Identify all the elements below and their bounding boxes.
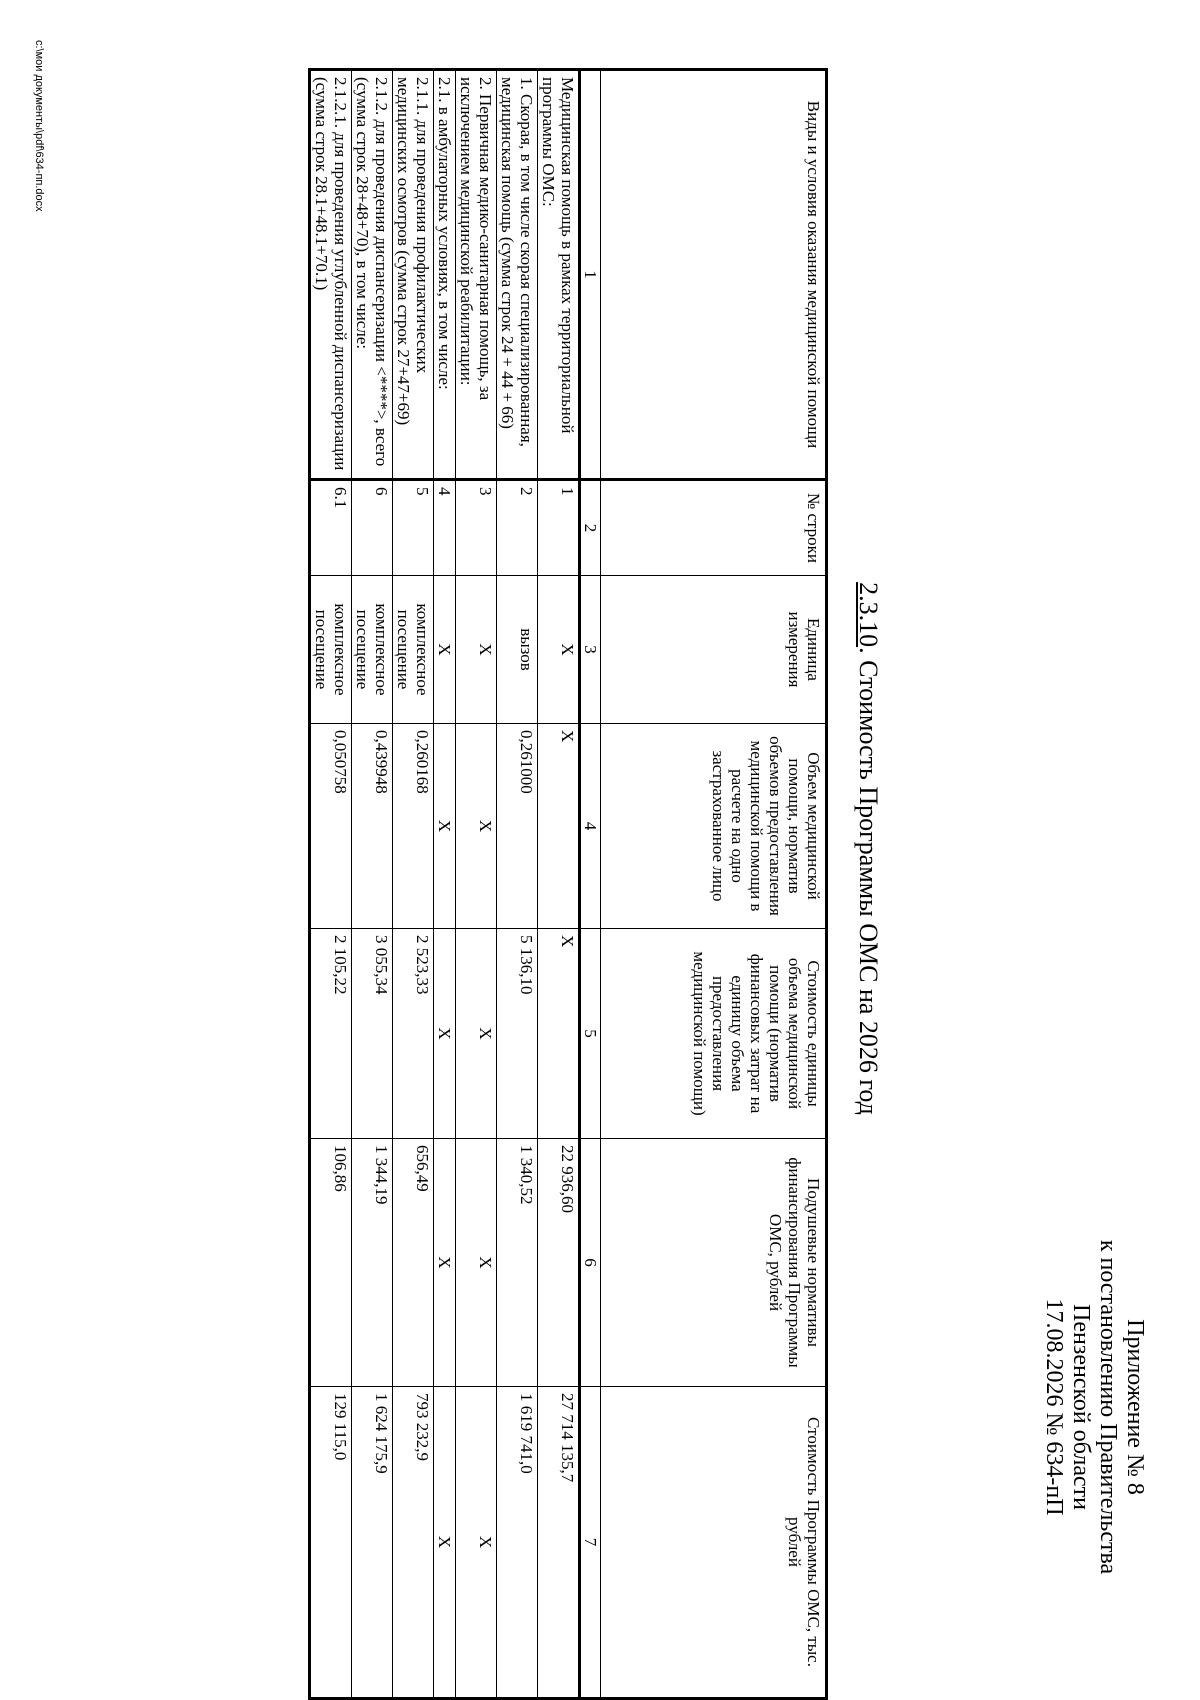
row-kind: 2.1.1. для проведения профилактических медицинских осмотров (сумма строк 27+47+69) (393, 70, 434, 480)
header-unit: Единица измерения (601, 576, 827, 724)
column-number: 2 (580, 480, 601, 576)
row-per-capita: 106,86 (310, 1139, 352, 1387)
appendix-decree: 17.08.2026 № 634-пП (1041, 1298, 1067, 1516)
row-kind: Медицинская помощь в рамках территориальной программы ОМС: (538, 70, 580, 480)
row-kind: 1. Скорая, в том числе скорая специализированная, медицинская помощь (сумма строк 24 + 44 + 66) (497, 70, 538, 480)
column-number: 3 (580, 576, 601, 724)
file-path-footer: c:\мои документы\pdf\634-пп.docx (33, 40, 45, 212)
row-kind: 2.1.2.1. для проведения углубленной диспансеризации (сумма строк 28.1+48.1+70.1) (310, 70, 352, 480)
row-unit-cost: X (434, 929, 456, 1139)
row-volume: 0,260168 (393, 724, 434, 929)
row-total-cost: X (434, 1387, 456, 1699)
table-row (497, 70, 538, 1699)
row-unit: комплексное посещение (352, 576, 393, 724)
appendix-line3: Пензенской области (1068, 1304, 1094, 1510)
row-line-number: 4 (434, 480, 456, 576)
row-per-capita: 1 340,52 (497, 1139, 538, 1387)
column-number: 5 (580, 929, 601, 1139)
row-line-number: 6 (352, 480, 393, 576)
table-row (456, 70, 497, 1699)
row-line-number: 2 (497, 480, 538, 576)
cost-table (308, 68, 828, 1700)
row-line-number: 5 (393, 480, 434, 576)
row-kind: 2.1. в амбулаторных условиях, в том числе: (434, 70, 456, 480)
row-total-cost: 27 714 135,7 (538, 1387, 580, 1699)
row-volume: X (456, 724, 497, 929)
header-per-capita: Подушевые нормативы финансирования Программы ОМС, рублей (601, 1139, 827, 1387)
row-unit: комплексное посещение (310, 576, 352, 724)
row-line-number: 3 (456, 480, 497, 576)
row-kind: 2. Первичная медико-санитарная помощь, за исключением медицинской реабилитации: (456, 70, 497, 480)
row-unit-cost: 3 055,34 (352, 929, 393, 1139)
row-per-capita: 1 344,19 (352, 1139, 393, 1387)
row-unit-cost: 2 523,33 (393, 929, 434, 1139)
page-title (853, 0, 883, 1697)
header-kinds: Виды и условия оказания медицинской помощи (601, 70, 827, 480)
row-total-cost: 1 619 741,0 (497, 1387, 538, 1699)
appendix-number: Приложение № 8 (1122, 1319, 1148, 1495)
row-volume: 0,050758 (310, 724, 352, 929)
column-number: 7 (580, 1387, 601, 1699)
row-per-capita: X (434, 1139, 456, 1387)
row-unit: X (456, 576, 497, 724)
row-kind: 2.1.2. для проведения диспансеризации <****>, всего (сумма строк 28+48+70), в том числе: (352, 70, 393, 480)
table-header-row (601, 70, 827, 1699)
header-line-number: № строки (601, 480, 827, 576)
row-total-cost: 129 115,0 (310, 1387, 352, 1699)
appendix-header (1040, 1197, 1148, 1617)
table-row (538, 70, 580, 1699)
column-number: 4 (580, 724, 601, 929)
row-per-capita: 656,49 (393, 1139, 434, 1387)
header-total-cost: Стоимость Программы ОМС, тыс. рублей (601, 1387, 827, 1699)
table-row (352, 70, 393, 1699)
column-number: 1 (580, 70, 601, 480)
table-row (393, 70, 434, 1699)
row-total-cost: X (456, 1387, 497, 1699)
header-unit-cost: Стоимость единицы объема медицинской помощи (норматив финансовых затрат на единицу объема предоставления медицинской помощи) (601, 929, 827, 1139)
row-unit: X (434, 576, 456, 724)
header-volume: Объем медицинской помощи, норматив объемов предоставления медицинской помощи в расчете на одно застрахованное лицо (601, 724, 827, 929)
row-per-capita: 22 936,60 (538, 1139, 580, 1387)
row-unit-cost: X (538, 929, 580, 1139)
row-volume: X (434, 724, 456, 929)
row-unit: комплексное посещение (393, 576, 434, 724)
title-text: . Стоимость Программы ОМС на 2026 год (854, 647, 883, 1115)
column-number: 6 (580, 1139, 601, 1387)
table-row (310, 70, 352, 1699)
row-unit-cost: 2 105,22 (310, 929, 352, 1139)
section-number: 2.3.10 (854, 582, 883, 648)
row-unit: вызов (497, 576, 538, 724)
row-line-number: 6.1 (310, 480, 352, 576)
row-unit: X (538, 576, 580, 724)
row-total-cost: 793 232,9 (393, 1387, 434, 1699)
table-row (434, 70, 456, 1699)
row-line-number: 1 (538, 480, 580, 576)
column-number-row (580, 70, 601, 1699)
row-volume: 0,261000 (497, 724, 538, 929)
row-unit-cost: X (456, 929, 497, 1139)
row-volume: 0,439948 (352, 724, 393, 929)
row-unit-cost: 5 136,10 (497, 929, 538, 1139)
row-total-cost: 1 624 175,9 (352, 1387, 393, 1699)
row-volume: X (538, 724, 580, 929)
appendix-line2: к постановлению Правительства (1095, 1239, 1121, 1575)
row-per-capita: X (456, 1139, 497, 1387)
